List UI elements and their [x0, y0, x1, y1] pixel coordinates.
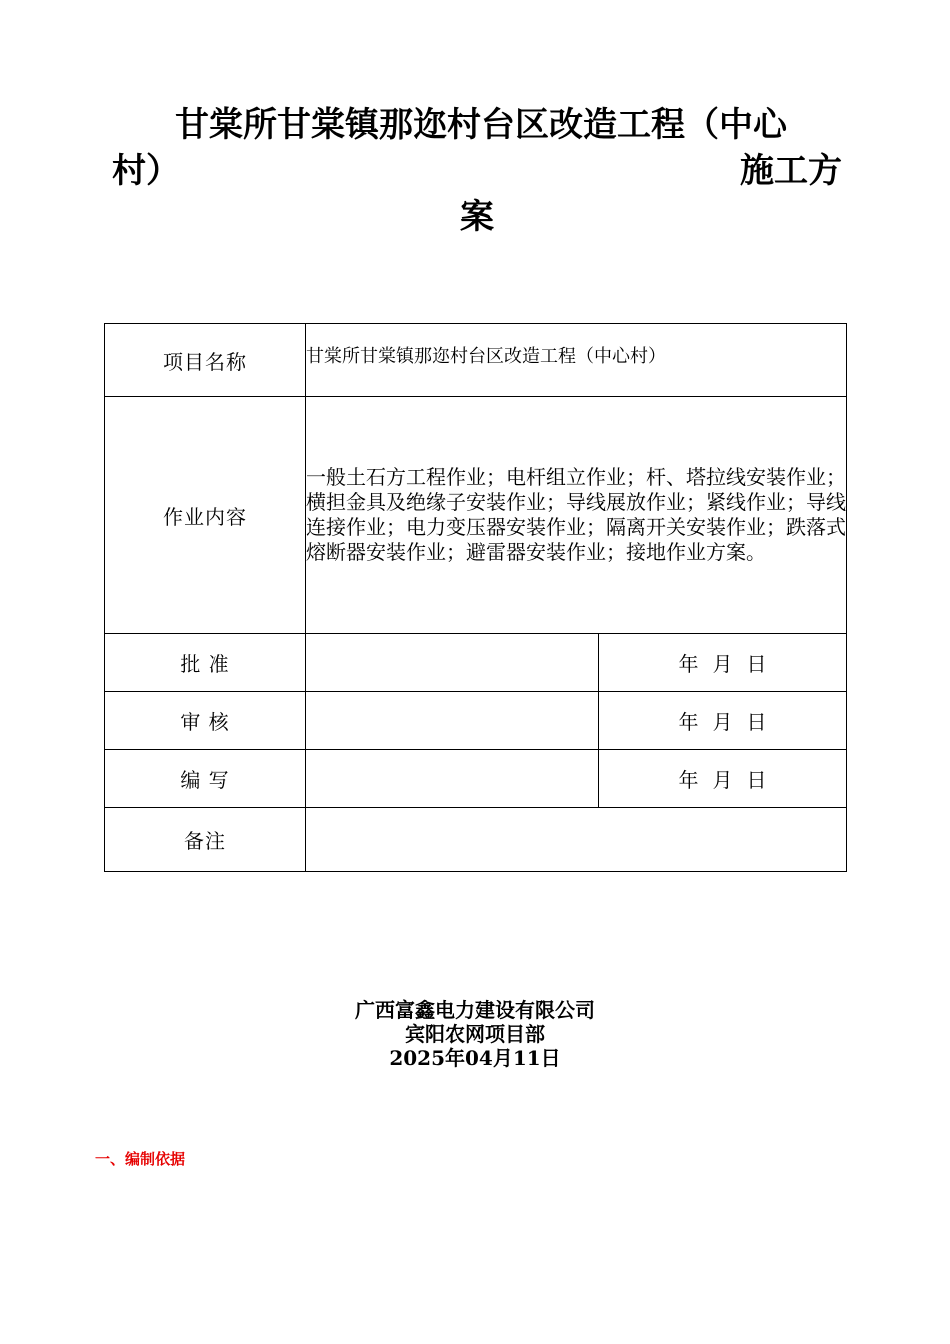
- write-label: 编 写: [105, 750, 306, 808]
- title-line-2-left: 村）: [112, 151, 180, 191]
- title-line-1: 甘棠所甘棠镇那迩村台区改造工程（中心: [175, 105, 787, 145]
- table-row: [105, 692, 847, 750]
- remarks-label: 备注: [105, 808, 306, 872]
- table-row: [105, 397, 847, 634]
- approve-date: 年 月 日: [599, 634, 847, 692]
- write-signature-cell: [306, 750, 599, 808]
- info-table: [104, 323, 847, 872]
- department-name: 宾阳农网项目部: [405, 1022, 545, 1046]
- approve-signature-cell: [306, 634, 599, 692]
- work-content-label: 作业内容: [105, 397, 306, 634]
- review-signature-cell: [306, 692, 599, 750]
- title-line-2-right: 施工方: [740, 151, 842, 191]
- work-content-value: 一般土石方工程作业；电杆组立作业；杆、塔拉线安装作业；横担金具及绝缘子安装作业；导线展放作业；紧线作业；导线连接作业；电力变压器安装作业；隔离开关安装作业；跌落式熔断器安装作业；避雷器安装作业；接地作业方案。: [306, 397, 847, 634]
- table-row: [105, 324, 847, 397]
- table-row: [105, 634, 847, 692]
- document-date: 2025年04月11日: [389, 1046, 561, 1070]
- company-name: 广西富鑫电力建设有限公司: [355, 998, 595, 1022]
- review-date: 年 月 日: [599, 692, 847, 750]
- review-label: 审 核: [105, 692, 306, 750]
- table-row: [105, 808, 847, 872]
- section-heading: 一、编制依据: [95, 1150, 186, 1168]
- document-title: [112, 102, 842, 240]
- write-date: 年 月 日: [599, 750, 847, 808]
- footer-block: [0, 998, 950, 1070]
- title-line-3: 案: [460, 197, 494, 237]
- project-name-value: 甘棠所甘棠镇那迩村台区改造工程（中心村）: [306, 324, 847, 397]
- title-line-2: [112, 148, 842, 194]
- approve-label: 批 准: [105, 634, 306, 692]
- remarks-value: [306, 808, 847, 872]
- table-row: [105, 750, 847, 808]
- project-name-label: 项目名称: [105, 324, 306, 397]
